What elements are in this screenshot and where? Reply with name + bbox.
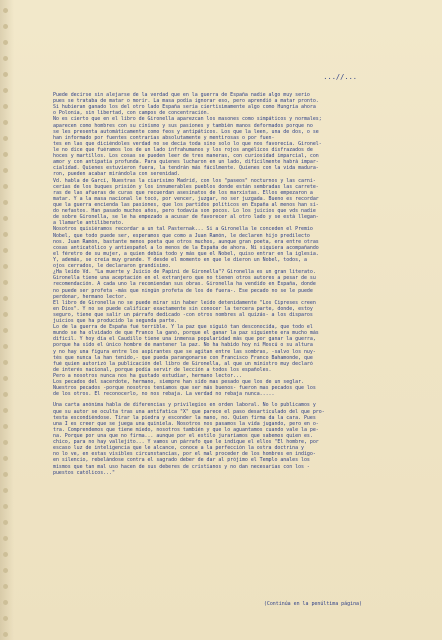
text-line: puestos católicos..." [53,469,116,476]
text-line: cosas anticatólico y antiespañol a lo menos de la España de ahora. Ni siquiera acompañando [53,244,319,251]
binding-hole [3,184,8,189]
text-line: Vd. habla de Garcí, Nuestras la ciarísimo Madrid, con los "paseos" nocturnos y las carni- [53,177,316,184]
text-line: testa escondiéndose. Tirar la piedra y esconder la mano, no. Quien firma da la cara. Pues [53,414,316,421]
binding-hole [3,104,8,109]
text-line: Una carta anónima habla de diferencias y privilegios en orden laboral. No lo publicamos y [53,402,316,409]
text-line: pues se trataba de matar o morir. La masa podía ignorar eso, pero aprendió a matar pronto. [53,98,319,105]
text-line: una I es creer que se juega una quiniela. Nosotros nos pasamos la vida jugando, pero en o- [53,420,319,427]
binding-hole [3,280,8,285]
text-line: Puede decirse sin alejarse de la verdad que en la guerra de España nadie algo muy serio [53,92,310,98]
binding-hole [3,40,8,45]
text-line: No es cierto que en el libro de Gironella aparezcan los masones como simpáticos y normales; [53,116,322,123]
text-line: aparecen como hombres con su cinismo y sus pasiones y también manos deformados porque no [53,122,313,129]
binding-hole [3,584,8,589]
text-line: amor y con antipatía profunda. Para quienes lucharon en un lado, difícilmente habrá impar- [53,159,319,166]
text-line: difícil. Y hoy día el Caudillo tiene una inmensa popularidad más que por ganar la guerra, [53,336,316,343]
text-line: Los pecados del sacerdote, hermano, siempre han sido mas pesado que los de un seglar. [53,379,304,386]
text-line: ¿Ha leído Vd. "La muerte y Juicio de Papini de Gironella"? Gironella es un gran literato. [53,269,316,276]
binding-hole [3,520,8,525]
text-line: y no hay una figura entre los aspirantes que se agitan entre las sombras, -salvo los nuy- [53,348,316,355]
text-line: cialidad. Quienes estuvieron fuera, la tendrán más fácilmente. Quienes con la vida madura- [53,165,319,172]
binding-hole [3,376,8,381]
binding-hole [3,568,8,573]
binding-hole [3,56,8,61]
binding-hole [3,552,8,557]
binding-hole [3,296,8,301]
paragraph [53,92,418,397]
text-line: hoces y martillos. Los cosas se pueden leer de tres maneras, con curiosidad imparcial, con [53,153,319,160]
text-line: Nobel, que todo puede ser, esperamos que como a Juan Ramón, le declaren hijo predilecto [53,232,310,239]
binding-hole [3,408,8,413]
paragraph [53,402,418,475]
binding-hole [3,392,8,397]
text-line: mundo se ha olvidado de que Franco la ganó, porque el ganar la paz siguiente era mucho más [53,330,319,337]
text-line: seguro, tiene que salir un párrafo dedicado -con otros nombres al quizás- a los disparos [53,311,313,318]
binding-holes [3,0,9,640]
text-line: se les presenta automáticamente como feos y antipáticos. Los que la leen, una de dos, o se [53,128,319,135]
binding-hole [3,312,8,317]
binding-hole [3,488,8,493]
binding-hole [3,328,8,333]
text-line: matar. Y a la masa nacional le tocó, por vencer, juzgar, no ser juzgada. Bueno es recordar [53,195,319,202]
text-line: Gironella tiene una aceptación en el extranjero que no tienen otros autores a pesar de su [53,275,316,282]
binding-hole [3,504,8,509]
text-line: tra. Comprendemos que tiene miedo, nosotros también y que lo aguantamos cuando vale la pe- [53,426,319,433]
text-line: nos. Juan Ramón, bastante menos poeta que otros muchos, aunque gran poeta, era entre otras [53,238,319,245]
text-line: fué quien autorizó la publicación del libro de Gironella, al que un ministro muy declaró [53,360,313,367]
binding-hole [3,24,8,29]
text-line: mismos que tan mal uso hacen de sus deberes de cristianos y no dan necesarias con los - [53,463,310,470]
text-line: ron, pueden acabar mirándola con serenidad. [53,171,180,178]
text-line: a llamarle antiliberato. [53,220,124,227]
binding-hole [3,152,8,157]
binding-hole [3,456,8,461]
binding-hole [3,424,8,429]
binding-hole [3,88,8,93]
binding-hole [3,616,8,621]
text-line: han informado por fuentes contrarias absolutamente y mentirosas o por fuen- [53,134,275,141]
text-line: Nuestros pecados -porque nosotros teníamos que ser más buenos- fueron mas pecados que los [53,385,316,392]
text-line: cerías de los buques prisión y los innumerables pueblos donde están sembradas las carrete- [53,183,319,190]
continuation-note: (Continúa en la penúltima página) [263,601,362,607]
text-line: o Polonia, sin libertad, con campos de concentración. [53,110,210,117]
text-line: escaso luz de inteligencia que le alcance, conoce a la perfección la ostra doctrina y [53,445,304,452]
text-line: le no dice que fuéramos los de un lado infrahumanos y los rojos angélicos disfrazados de [53,146,313,153]
binding-hole [3,136,8,141]
binding-hole [3,536,8,541]
binding-hole [3,120,8,125]
text-line: na. Porque por una que no firma... aunque por el estilo juraríamos que sabemos quien es. [53,433,313,440]
binding-hole [3,264,8,269]
binding-hole [3,344,8,349]
binding-hole [3,200,8,205]
text-line: ras de las afueras de curas que recuerdan asesinatos de los marxistas. Ellos empezaron a [53,189,313,196]
text-line: no lo ve, en estas visibles circunstancias, por el mal proceder de los hombres en indígo- [53,451,316,458]
text-line: no puede ser profeta -más que ningún profeta de los de fuera-. Ese pecado no se le puede [53,287,313,294]
binding-hole [3,360,8,365]
binding-hole [3,248,8,253]
text-line: perdonar, hermano lector. [53,293,127,300]
text-line: que su autor se oculta tras una antífatica "X" que parece el paso desarticulado del que pro- [53,408,325,415]
text-line: tes en las que diciéndoles verdad no se decía toda sino solo lo que nos favorecía. Gironel- [53,140,322,147]
page-marker: ...//... [323,73,357,81]
binding-hole [3,168,8,173]
text-line: en Dios". Y no se puede calificar exactamente sin conocer la tercera parte, donde, estoy [53,305,313,312]
binding-hole [3,600,8,605]
text-line: do nefastos. Han pasado muchos años, pero todavía son pocos. Lo los juicios que vds nadie [53,208,316,215]
text-line: juicios que ha producido la segunda parte. [53,318,178,325]
text-line: que la guerra encienda las pasiones, que los partidos políticos en España al menos han si- [53,201,319,208]
binding-hole [3,472,8,477]
text-line: Lo de la guerra de España fué terrible. Y la paz que siguió tan desconocida, que todo el [53,324,313,331]
binding-hole [3,216,8,221]
text-line: Y, además, se creía muy grande. Y desde el momento en que le dieron un Nobel, todos, a [53,256,307,263]
text-line: tés que nunca la han tenido,- que pueda parangonarse con Francisco Franco Bahamonde, que [53,354,313,361]
text-line: de los otros. El reconocerlo, no nos rebaja. La verdad no rebaja nunca..... [53,391,275,398]
text-line: chico, para no hay vallejito... Y vamos un párrafo que le indique el ellos "El hombre, por [53,439,319,446]
text-line: porque ha sido el único hombre de mantener la paz. No ha habido hoy ni Moscú o su altura [53,342,313,349]
text-line: Si hubieran ganado los del otro lado España sería ciertisimamente algo como Hungría ahora [53,104,316,111]
text-line: Nosotros quisiéramos recordar a un tal Pasternak... Si a Gironella le conceden el Premio [53,226,313,233]
text-line: recomendación. A cada uno la recomiendan sus obras. Gironella ha vendido en España, donde [53,281,316,288]
binding-hole [3,72,8,77]
document-body [53,92,418,476]
text-line: ojos cerrados, le declararon grandísimo. [53,263,172,270]
binding-hole [3,232,8,237]
text-line: el féretro de su mujer, a quien debía todo y más que el Nobel, quiso entrar en la iglesia. [53,250,319,257]
binding-hole [3,440,8,445]
text-line: El libro de Gironella no se puede mirar sin haber leído detenidamente "Los Cipreses creen [53,299,316,306]
binding-hole [3,8,8,13]
text-line: en silencio, rebelándose contra el sagrado deber de dar al prójimo el Templo anales los [53,457,310,464]
binding-hole [3,632,8,637]
text-line: de interés nacional, porque podía servir de lección a todos los españoles. [53,366,272,373]
text-line: de sobre Gironella, se le ha empezado a acusar de favorecer al otro lado y se está llegan- [53,214,319,221]
text-line: Pero a nosotros nunca nos ha gustado estudiar, hermano lector... [53,373,242,380]
